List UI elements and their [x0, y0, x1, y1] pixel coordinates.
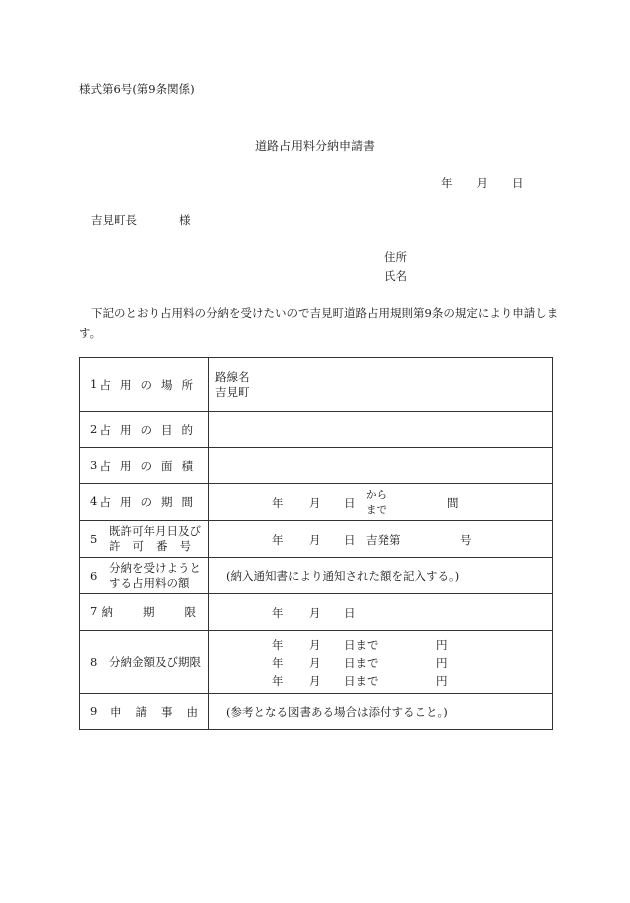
installment-amount-note: (納入通知書により通知された額を記入する。) — [226, 568, 460, 583]
row-label: 申請事由 — [110, 704, 212, 719]
permit-prefix-label: 吉発第 — [366, 533, 401, 547]
permit-year-label: 年 — [272, 533, 284, 547]
application-form-table — [79, 357, 553, 730]
date-year-label: 年 — [441, 176, 453, 190]
due-year-label: 年 — [272, 606, 284, 620]
date-day-label: 日 — [512, 176, 524, 190]
row-number: 2 — [90, 421, 98, 436]
permit-day-label: 日 — [344, 533, 356, 547]
inst2-yen: 円 — [436, 656, 448, 670]
row-number: 4 — [90, 494, 98, 508]
location-field[interactable] — [209, 358, 553, 412]
purpose-field[interactable] — [209, 412, 553, 448]
period-year-label: 年 — [272, 496, 284, 510]
inst1-month: 月 — [309, 638, 321, 652]
table-row — [80, 448, 553, 484]
table-row — [80, 358, 553, 412]
reason-field[interactable] — [209, 694, 553, 730]
reason-note: (参考となる図書ある場合は添付すること。) — [226, 704, 448, 719]
inst1-yen: 円 — [436, 638, 448, 652]
inst1-until: 日まで — [344, 638, 379, 652]
row-number: 1 — [90, 376, 98, 391]
application-date — [441, 175, 524, 191]
row-label-cell — [80, 631, 209, 694]
row-number: 3 — [90, 457, 98, 472]
date-month-label: 月 — [476, 176, 488, 190]
row-label: 分納金額及び期限 — [109, 655, 201, 669]
row-label-cell — [80, 484, 209, 521]
route-name-label: 路線名 — [215, 369, 250, 384]
table-row — [80, 594, 553, 631]
row-number: 6 — [90, 568, 98, 583]
row-label: 占用の目的 — [99, 422, 202, 437]
row-label-line1: 既許可年月日及び — [109, 524, 201, 538]
period-from-label: から — [366, 489, 387, 501]
row-label-line2: する占用料の額 — [109, 575, 190, 590]
row-number: 7 — [90, 604, 98, 618]
permit-number-suffix: 号 — [460, 533, 472, 547]
addressee — [91, 212, 191, 228]
row-label-cell — [80, 558, 209, 594]
table-row — [80, 694, 553, 730]
row-label: 占用の期間 — [99, 495, 202, 509]
applicant-address-label: 住所 — [384, 250, 407, 264]
period-to-label: まで — [366, 504, 387, 516]
table-row — [80, 484, 553, 521]
period-span-label: 間 — [447, 496, 459, 510]
inst3-year: 年 — [272, 674, 284, 688]
period-field[interactable] — [209, 484, 553, 521]
row-label-line1: 分納を受けようと — [109, 560, 201, 575]
applicant-name-label: 氏名 — [384, 269, 407, 283]
row-label: 占用の面積 — [99, 458, 202, 473]
table-row — [80, 412, 553, 448]
document-title: 道路占用料分納申請書 — [254, 139, 375, 153]
row-number: 5 — [90, 532, 98, 546]
area-field[interactable] — [209, 448, 553, 484]
inst2-month: 月 — [309, 656, 321, 670]
due-date-field[interactable] — [209, 594, 553, 631]
installment-schedule-field[interactable] — [209, 631, 553, 694]
table-row — [80, 558, 553, 594]
row-label-cell — [80, 521, 209, 558]
row-label: 納期限 — [101, 605, 226, 619]
period-month-label: 月 — [309, 496, 321, 510]
row-label-cell — [80, 694, 212, 730]
inst3-month: 月 — [309, 674, 321, 688]
form-number-label: 様式第6号(第9条関係) — [79, 82, 195, 96]
intro-paragraph: 下記のとおり占用料の分納を受けたいので吉見町道路占用規則第9条の規定により申請します。 — [79, 306, 559, 340]
permit-field[interactable] — [209, 521, 553, 558]
row-label-line2: 許可番号 — [109, 539, 203, 553]
row-label-cell — [80, 448, 209, 484]
row-label-cell — [80, 594, 226, 631]
addressee-honorific: 様 — [179, 213, 191, 227]
town-label: 吉見町 — [215, 384, 250, 399]
due-day-label: 日 — [344, 606, 356, 620]
table-row — [80, 521, 553, 558]
table-row — [80, 631, 553, 694]
inst1-year: 年 — [272, 638, 284, 652]
inst2-year: 年 — [272, 656, 284, 670]
row-number: 8 — [90, 655, 98, 669]
inst2-until: 日まで — [344, 656, 379, 670]
row-number: 9 — [90, 703, 98, 718]
row-label-cell — [80, 412, 209, 448]
inst3-yen: 円 — [436, 674, 448, 688]
row-label-cell — [80, 358, 209, 412]
due-month-label: 月 — [309, 606, 321, 620]
row-label: 占用の場所 — [99, 377, 202, 392]
permit-month-label: 月 — [309, 533, 321, 547]
inst3-until: 日まで — [344, 674, 379, 688]
period-day-label: 日 — [344, 496, 356, 510]
installment-amount-field[interactable] — [209, 558, 553, 594]
addressee-name: 吉見町長 — [91, 213, 137, 227]
